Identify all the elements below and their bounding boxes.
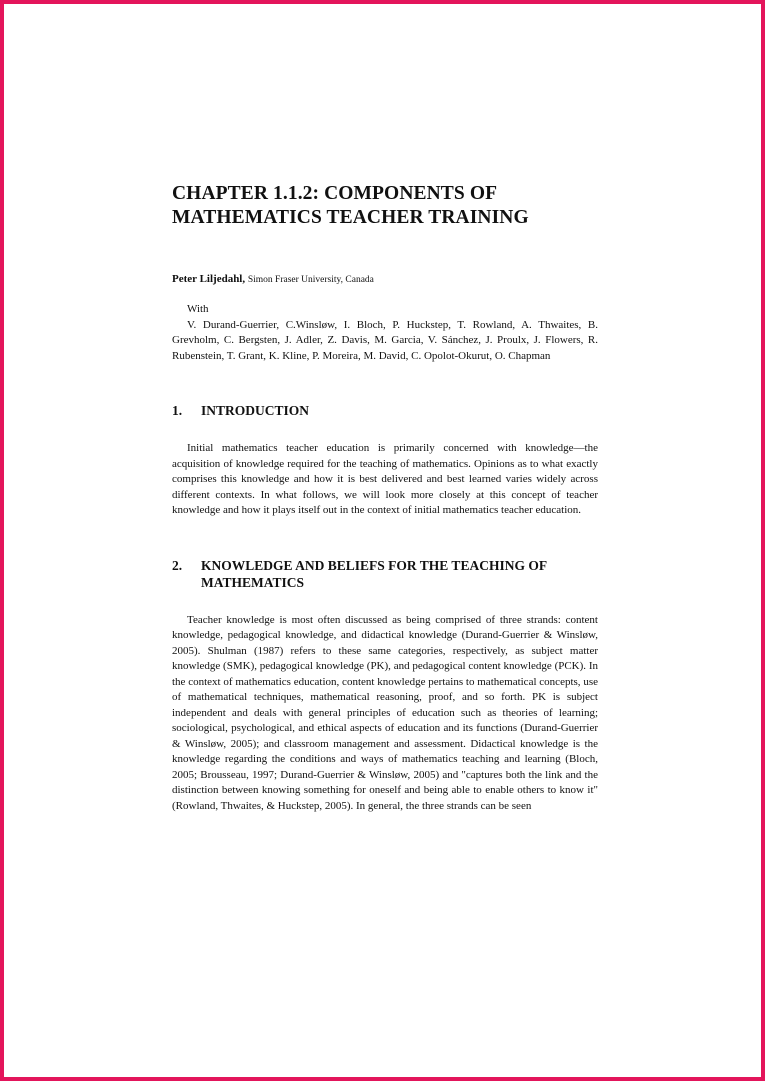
contributors-list: V. Durand-Guerrier, C.Winsløw, I. Bloch, P. Huckstep, T. Rowland, A. Thwaites, B. Grevholm, C. Bergsten, J. Adler, Z. Davis, M. Garcia, V. Sánchez, J. Proulx, J. Flowers, R. Rubenstein, T. Grant, K. Kline, P. Moreira, M. David, C. Opolot-Okurut, O. Chapman <box>172 318 598 362</box>
author-line <box>172 272 598 287</box>
with-label: With <box>187 303 209 315</box>
section-number: 1. <box>172 403 183 418</box>
chapter-title-line-2: MATHEMATICS TEACHER TRAINING <box>172 207 529 228</box>
document-page <box>172 182 598 814</box>
section-title: KNOWLEDGE AND BELIEFS FOR THE TEACHING OF MATHEMATICS <box>201 557 547 590</box>
section-heading-knowledge-beliefs <box>172 557 598 591</box>
section-heading-introduction <box>172 402 598 419</box>
chapter-title-line-1: CHAPTER 1.1.2: COMPONENTS OF <box>172 183 498 204</box>
chapter-title <box>172 182 598 230</box>
author-affiliation: Simon Fraser University, Canada <box>247 275 374 285</box>
section-title: INTRODUCTION <box>201 403 310 418</box>
author-name: Peter Liljedahl, <box>172 273 246 285</box>
section-number: 2. <box>172 557 183 573</box>
knowledge-paragraph: Teacher knowledge is most often discussed as being comprised of three strands: content knowledge, pedagogical knowledge, and didactical knowledge (Durand-Guerrier & Winsløw, 2005). Shulman (1987) refers to these same categories, respectively, as subject matter knowledge (SMK), pedagogical knowledge (PK), and pedagogical content knowledge (PCK). In the context of mathematics education, content knowledge pertains to mathematical concepts, use of mathematical techniques, mathematical reasoning, proof, and so forth. PK is subject independent and deals with general principles of education such as theories of learning; sociological, psychological, and ethical aspects of education and its functions (Durand-Guerrier & Winsløw, 2005); and classroom management and assessment. Didactical knowledge is the knowledge regarding the conditions and ways of mathematics teaching and learning (Bloch, 2005; Brousseau, 1997; Durand-Guerrier & Winsløw, 2005) and "captures both the link and the distinction between knowing something for oneself and being able to enable others to know it" (Rowland, Thwaites, & Huckstep, 2005). In general, the three strands can be seen <box>172 613 598 812</box>
introduction-paragraph: Initial mathematics teacher education is primarily concerned with knowledge—the acquisition of knowledge required for the teaching of mathematics. Opinions as to what exactly comprises this knowledge and how it is best delivered and best learned varies widely across different contexts. In what follows, we will look more closely at this concept of teacher knowledge and how it plays itself out in the context of initial mathematics teacher education. <box>172 442 598 516</box>
